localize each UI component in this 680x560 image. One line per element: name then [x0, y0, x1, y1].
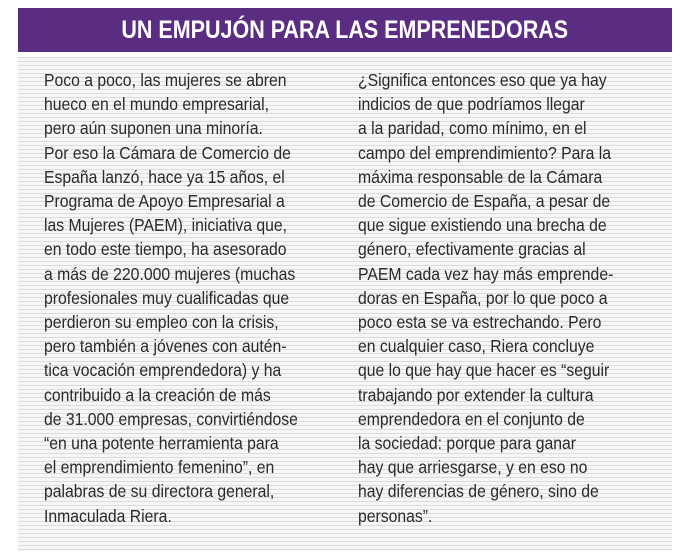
text-line: tica vocación emprendedora) y ha	[44, 360, 282, 381]
title-banner	[18, 8, 672, 52]
text-line: trabajando por extender la cultura	[358, 384, 594, 405]
text-line: máxima responsable de la Cámara	[358, 166, 603, 187]
text-line: PAEM cada vez hay más emprende-	[358, 263, 614, 284]
text-line: palabras de su directora general,	[44, 481, 275, 502]
right-column	[358, 68, 658, 528]
text-line: a la paridad, como mínimo, en el	[358, 118, 587, 139]
text-box	[18, 57, 672, 551]
text-line: perdieron su empleo con la crisis,	[44, 312, 279, 333]
text-line: hay diferencias de género, sino de	[358, 481, 599, 502]
text-line: género, efectivamente gracias al	[358, 239, 586, 260]
left-column	[44, 68, 344, 528]
text-line: de Comercio de España, a pesar de	[358, 191, 611, 212]
text-line: Por eso la Cámara de Comercio de	[44, 142, 291, 163]
text-line: emprendedora en el conjunto de	[358, 408, 585, 429]
text-line: ¿Significa entonces eso que ya hay	[358, 70, 607, 90]
text-line: que sigue existiendo una brecha de	[358, 215, 607, 236]
text-line: profesionales muy cualificadas que	[44, 287, 290, 308]
text-line: hueco en el mundo empresarial,	[44, 94, 270, 115]
text-line: en cualquier caso, Riera concluye	[358, 336, 595, 357]
text-line: Poco a poco, las mujeres se abren	[44, 70, 287, 90]
text-line: España lanzó, hace ya 15 años, el	[44, 166, 285, 187]
article-title: UN EMPUJÓN PARA LAS EMPRENEDORAS	[121, 15, 569, 44]
text-line: poco esta se va estrechando. Pero	[358, 312, 602, 333]
text-line: pero aún suponen una minoría.	[44, 118, 263, 139]
text-line: las Mujeres (PAEM), iniciativa que,	[44, 215, 288, 236]
text-line: personas”.	[358, 505, 433, 526]
text-line: “en una potente herramienta para	[44, 433, 279, 454]
text-line: Inmaculada Riera.	[44, 505, 172, 526]
text-line: doras en España, por lo que poco a	[358, 287, 608, 308]
text-line: que lo que hay que hacer es “seguir	[358, 360, 610, 381]
text-line: a más de 220.000 mujeres (muchas	[44, 263, 296, 284]
text-line: campo del emprendimiento? Para la	[358, 142, 612, 163]
text-line: en todo este tiempo, ha asesorado	[44, 239, 287, 260]
text-line: contribuido a la creación de más	[44, 384, 271, 405]
text-line: de 31.000 empresas, convirtiéndose	[44, 408, 298, 429]
text-line: la sociedad: porque para ganar	[358, 433, 577, 454]
text-line: el emprendimiento femenino”, en	[44, 457, 275, 478]
text-line: Programa de Apoyo Empresarial a	[44, 191, 285, 212]
text-line: hay que arriesgarse, y en eso no	[358, 457, 588, 478]
text-line: pero también a jóvenes con autén-	[44, 336, 287, 357]
text-line: indicios de que podríamos llegar	[358, 94, 585, 115]
